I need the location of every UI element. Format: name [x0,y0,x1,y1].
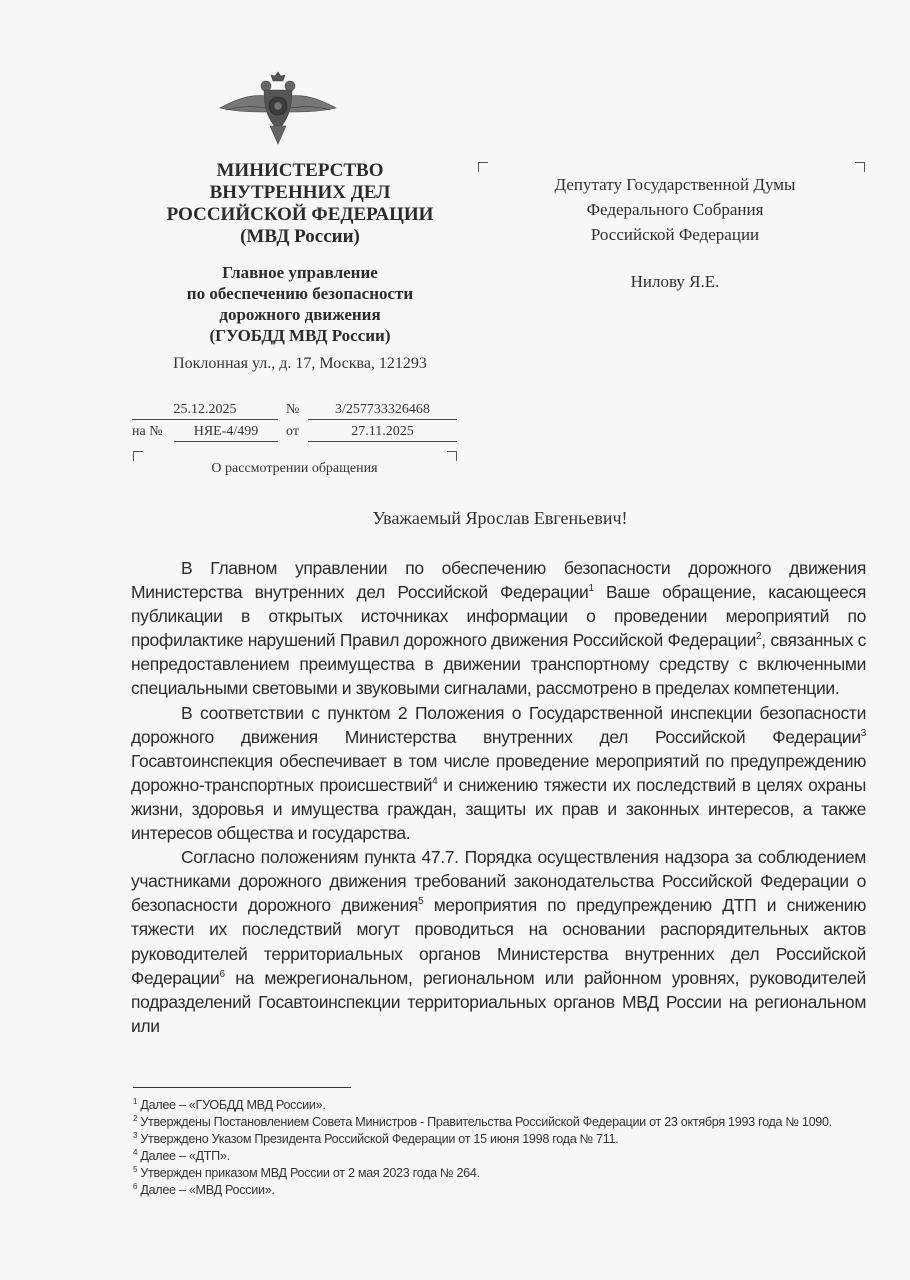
ministry-line: ВНУТРЕННИХ ДЕЛ [209,182,391,203]
footnote-item [133,1114,865,1131]
footnote-ref: 1 [588,583,594,595]
corner-mark [133,451,143,461]
footnote-ref: 6 [219,968,225,980]
footnote-text: Далее – «ДТП». [137,1149,230,1163]
footnote-text: Далее – «ГУОБДД МВД России». [137,1098,326,1112]
number-label: № [286,402,300,417]
corner-mark [855,162,865,172]
paragraph-3 [131,845,866,1038]
recipient-line: Депутату Государственной Думы [554,175,796,194]
in-reply-number: НЯЕ-4/499 [174,423,278,442]
footnote-ref: 3 [860,727,866,739]
footnote-item [133,1165,865,1182]
registration-block [132,400,457,444]
footnote-number: 2 [133,1114,138,1123]
text: и снижению тяжести их последствий в целях охраны жизни, здоровья и имущества граждан, защиты их прав и законных интересов, а также интересов общества и государства. [131,774,866,844]
department-line: дорожного движения [219,305,381,324]
department-line: (ГУОБДД МВД России) [209,326,391,345]
department-line: Главное управление [222,263,378,282]
letter-body [131,556,866,1038]
footnote-number: 1 [133,1097,138,1106]
footnote-number: 5 [133,1165,138,1174]
footnote-item [133,1097,865,1114]
footnote-text: Утверждено Указом Президента Российской Федерации от 15 июня 1998 года № 711. [137,1132,619,1146]
footnote-divider [133,1087,351,1088]
recipient-line: Федерального Собрания [586,200,764,219]
letterhead [130,160,470,374]
salutation: Уважаемый Ярослав Евгеньевич! [372,508,628,528]
footnotes [133,1097,865,1199]
footnote-text: Далее – «МВД России». [137,1183,275,1197]
footnote-item [133,1148,865,1165]
ministry-line: МИНИСТЕРСТВО [216,160,384,181]
corner-mark [478,162,488,172]
recipient-block [490,172,860,294]
footnote-text: Утверждены Постановлением Совета Министров - Правительства Российской Федерации от 23 октября 1993 года № 1090. [137,1115,832,1129]
text: , связанных с непредоставлением преимущества в движении транспортному средству с включенными специальными световыми и звуковыми сигналами, рассмотрено в пределах компетенции. [131,630,866,699]
footnote-item [133,1131,865,1148]
footnote-ref: 2 [756,631,762,643]
in-reply-label: на № [132,424,163,439]
text: Ваше обращение, касающееся публикации в открытых источниках информации о проведении мероприятий по профилактике нарушений Правил дорожного движения Российской Федерации [131,582,866,651]
footnote-number: 4 [133,1148,138,1157]
subject-line: О рассмотрении обращения [211,461,378,476]
footnote-number: 6 [133,1182,138,1191]
recipient-line: Российской Федерации [590,225,760,244]
address: Поклонная ул., д. 17, Москва, 121293 [173,355,427,372]
text: В соответствии с пунктом 2 Положения о Государственной инспекции безопасности дорожного движения Министерства внутренних дел Российской Федерации [131,702,866,747]
text: В Главном управлении по обеспечению безопасности дорожного движения Министерства внутренних дел Российской Федерации [131,558,866,603]
from-date: 27.11.2025 [308,423,457,442]
text: на межрегиональном, региональном или районном уровнях, руководителей подразделений Госавтоинспекции территориальных органов МВД России на региональном или [131,967,866,1036]
ministry-line: РОССИЙСКОЙ ФЕДЕРАЦИИ [166,204,434,225]
from-label: от [286,424,299,439]
footnote-item [133,1182,865,1199]
letter-number: 3/257733326468 [308,401,457,420]
ministry-name [130,160,470,248]
paragraph-2 [131,701,866,846]
footnote-number: 3 [133,1131,138,1140]
corner-mark [447,451,457,461]
paragraph-1 [131,556,866,701]
recipient-name: Нилову Я.Е. [630,272,720,291]
text: Госавтоинспекция обеспечивает в том числе проведение мероприятий по предупреждению дорожно-транспортных происшествий [131,750,866,795]
footnote-ref: 4 [432,775,438,787]
footnote-text: Утвержден приказом МВД России от 2 мая 2023 года № 264. [137,1166,480,1180]
mvd-eagle-emblem-icon [218,68,338,150]
department-line: по обеспечению безопасности [186,284,414,303]
text: мероприятия по предупреждению ДТП и снижению тяжести их последствий могут проводиться на основании распорядительных актов руководителей территориальных органов Министерства внутренних дел Российской Федерации [131,895,867,988]
department-name [130,262,470,346]
footnote-ref: 5 [418,896,424,908]
text: Согласно положениям пункта 47.7. Порядка осуществления надзора за соблюдением участниками дорожного движения требований законодательства Российской Федерации о безопасности дорожного движения [131,847,866,916]
ministry-line: (МВД России) [240,226,360,247]
letter-date: 25.12.2025 [132,401,278,420]
